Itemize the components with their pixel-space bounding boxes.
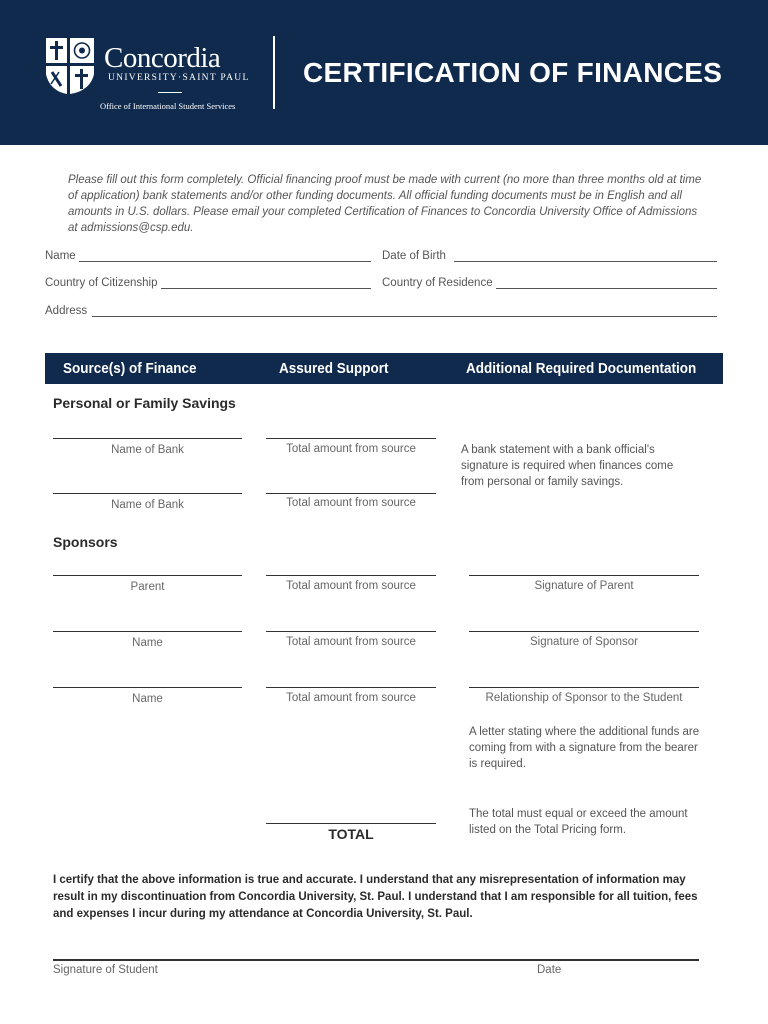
col-sources: Source(s) of Finance bbox=[63, 360, 197, 377]
parent-line[interactable] bbox=[53, 575, 242, 576]
sponsor-1-line[interactable] bbox=[53, 631, 242, 632]
amount-sponsor-2-label: Total amount from source bbox=[286, 692, 416, 704]
amount-sponsor-1-label: Total amount from source bbox=[286, 636, 416, 648]
name-label: Name bbox=[45, 250, 76, 262]
address-label: Address bbox=[45, 305, 88, 317]
page-title: CERTIFICATION OF FINANCES bbox=[303, 57, 723, 88]
relationship-line[interactable] bbox=[469, 687, 699, 688]
citizenship-label: Country of Citizenship bbox=[45, 277, 158, 289]
total-note: The total must equal or exceed the amount listed on the Total Pricing form. bbox=[469, 808, 688, 836]
address-field[interactable] bbox=[45, 305, 717, 317]
amount-2-label: Total amount from source bbox=[286, 497, 416, 509]
sponsor-note: A letter stating where the additional funds are coming from with a signature from the bearer is required. bbox=[469, 726, 700, 770]
sponsor-2-label: Name bbox=[132, 693, 163, 705]
finance-table-header bbox=[45, 353, 723, 384]
sponsor-2-line[interactable] bbox=[53, 687, 242, 688]
citizenship-field[interactable] bbox=[45, 277, 371, 289]
address-line[interactable] bbox=[92, 305, 717, 317]
residence-label: Country of Residence bbox=[382, 277, 493, 289]
parent-signature-label: Signature of Parent bbox=[534, 580, 634, 592]
total-label: TOTAL bbox=[328, 826, 374, 842]
parent-signature-line[interactable] bbox=[469, 575, 699, 576]
brand-rule bbox=[158, 92, 182, 93]
brand-office: Office of International Student Services bbox=[100, 101, 236, 111]
bank-1-label: Name of Bank bbox=[111, 444, 184, 456]
bank-2-line[interactable] bbox=[53, 493, 242, 494]
header-banner bbox=[0, 0, 768, 145]
name-field[interactable] bbox=[45, 250, 371, 262]
savings-title: Personal or Family Savings bbox=[53, 395, 236, 411]
amount-sponsor-2-line[interactable] bbox=[266, 687, 436, 688]
sponsor-1-label: Name bbox=[132, 637, 163, 649]
relationship-label: Relationship of Sponsor to the Student bbox=[485, 692, 683, 704]
intro-text: Please fill out this form completely. Official financing proof must be made with current (no more than three months old at time of application) bank statements and/or other funding documents. All official funding documents must be in English and all amounts in U.S. dollars. Please email your completed Certification of Finances to Concordia University Office of Admissions at admissions@csp.edu. bbox=[68, 174, 702, 234]
residence-field[interactable] bbox=[382, 277, 717, 289]
dob-field[interactable] bbox=[382, 250, 717, 262]
sponsors-title: Sponsors bbox=[53, 534, 118, 550]
total-line[interactable] bbox=[266, 823, 436, 824]
concordia-shield-cross-icon bbox=[46, 38, 94, 94]
sponsor-signature-label: Signature of Sponsor bbox=[529, 636, 639, 648]
col-assured-support: Assured Support bbox=[279, 360, 389, 377]
dob-label: Date of Birth bbox=[382, 250, 446, 262]
header-divider bbox=[273, 36, 275, 109]
name-line[interactable] bbox=[79, 250, 371, 262]
bank-2-label: Name of Bank bbox=[111, 499, 184, 511]
amount-sponsor-1-line[interactable] bbox=[266, 631, 436, 632]
amount-parent-label: Total amount from source bbox=[286, 580, 416, 592]
brand-name: Concordia bbox=[104, 42, 221, 74]
sponsor-signature-line[interactable] bbox=[469, 631, 699, 632]
student-signature-line[interactable] bbox=[53, 959, 699, 961]
brand-subtitle: UNIVERSITY·SAINT PAUL bbox=[108, 73, 250, 83]
dob-line[interactable] bbox=[454, 250, 717, 262]
bank-1-line[interactable] bbox=[53, 438, 242, 439]
amount-1-line[interactable] bbox=[266, 438, 436, 439]
col-documentation: Additional Required Documentation bbox=[466, 360, 697, 377]
amount-1-label: Total amount from source bbox=[286, 443, 416, 455]
parent-label: Parent bbox=[130, 581, 165, 593]
date-label: Date bbox=[537, 964, 562, 976]
savings-note: A bank statement with a bank official's signature is required when finances come from personal or family savings. bbox=[461, 444, 674, 488]
student-signature-label: Signature of Student bbox=[53, 964, 158, 976]
residence-line[interactable] bbox=[496, 277, 717, 289]
amount-parent-line[interactable] bbox=[266, 575, 436, 576]
citizenship-line[interactable] bbox=[161, 277, 372, 289]
amount-2-line[interactable] bbox=[266, 493, 436, 494]
certification-statement: I certify that the above information is true and accurate. I understand that any misrepresentation of information may result in my discontinuation from Concordia University, St. Paul. I understand that I am responsible for all tuition, fees and expenses I incur during my attendance at Concordia University, St. Paul. bbox=[53, 874, 698, 920]
